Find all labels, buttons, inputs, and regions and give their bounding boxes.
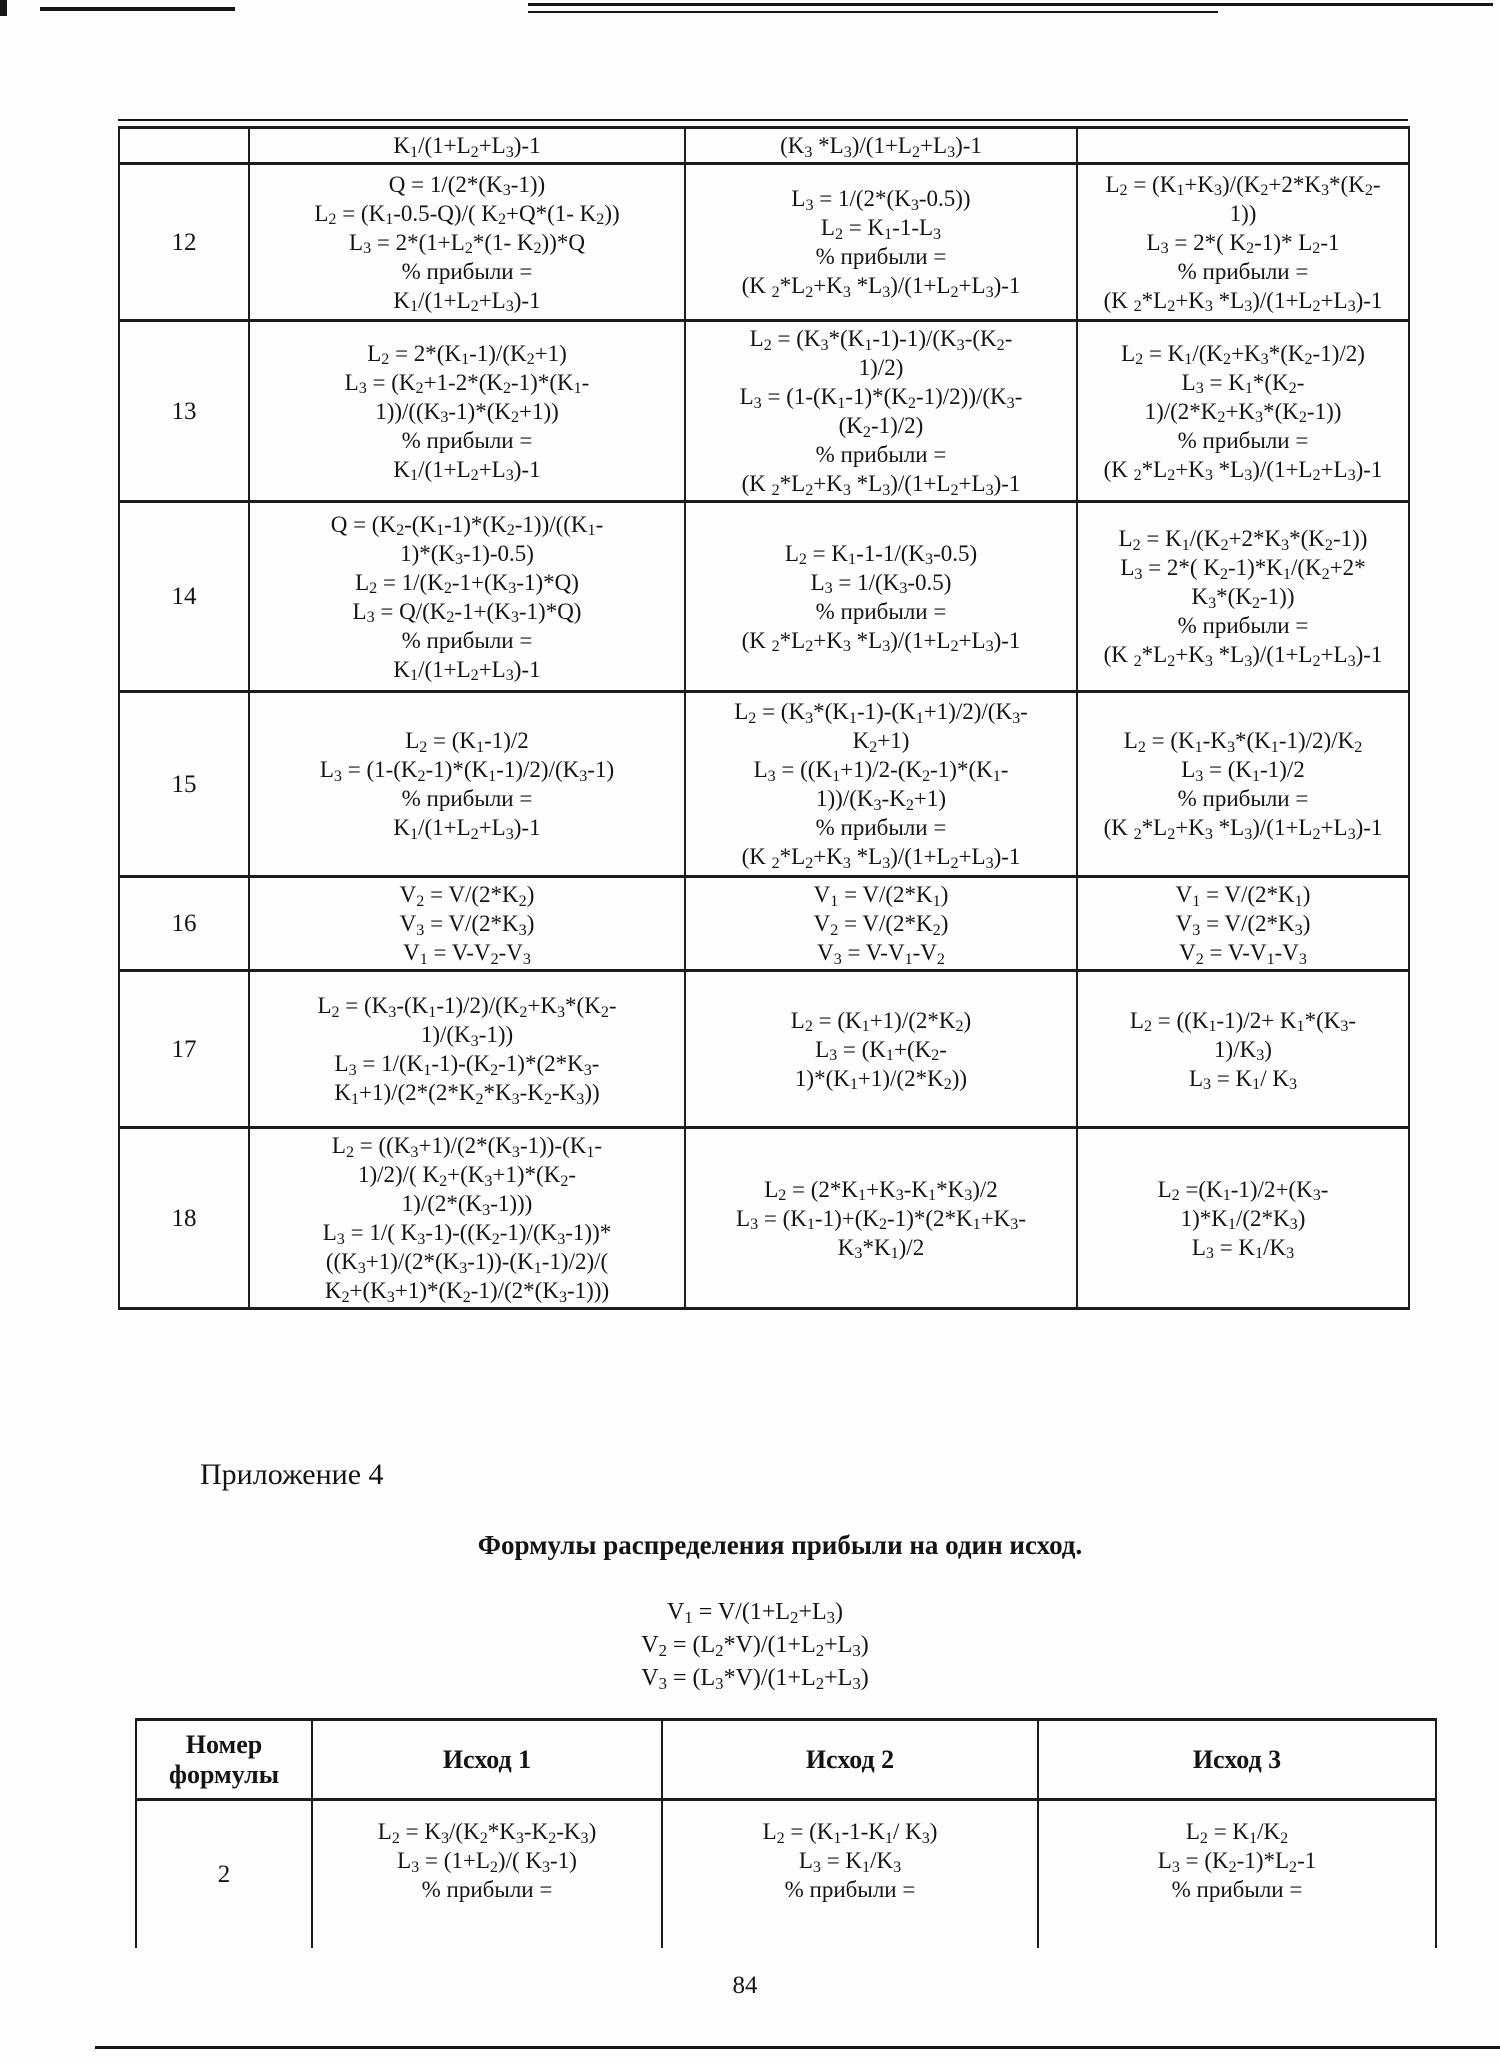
outcome1-formula-cell — [312, 1800, 662, 1948]
formula-line: (K $_2*L_2+K_3$ $*L_3)/(1+L_2+L_3)-1$ — [741, 471, 1021, 499]
formula-line: (K $_2*L_2+K_3$ $*L_3)/(1+L_2+L_3)-1$ — [741, 273, 1021, 301]
formula-line: (K $_2*L_2+K_3$ $*L_3)/(1+L_2+L_3)-1$ — [1103, 287, 1383, 316]
formula-line: $L_3 = 2*(1+L_2*(1-$ $K_2))*Q$ — [349, 229, 585, 258]
outcome3-formula-cell — [1077, 1128, 1409, 1309]
formula-line: $L_2 = (K_1-K_3*(K_1-1)/2)/K_2$ — [1123, 728, 1363, 756]
formula-line: $((K_3+1)/(2*(K_3-1))-(K_1-1)/2)/$( — [325, 1249, 609, 1277]
formula-line: $L_2 = (K_3-(K_1-1)/2)/(K_2+K_3*(K_2-$ — [317, 993, 617, 1021]
formula-line: (K $_2*L_2+K_3$ $*L_3)/(1+L_2+L_3)-1$ — [1103, 815, 1383, 843]
formula-line: % прибыли = — [815, 815, 947, 840]
table-row — [119, 1128, 1409, 1309]
scan-artifact-corner-mark — [0, 0, 7, 16]
formula-line: % прибыли = — [1177, 786, 1309, 811]
formula-v2: $V_2 = (L_2*V)/(1+L_2+L_3)$ — [641, 1632, 869, 1660]
formula-line: $L_3 = 1/(K_1-1)-(K_2-1)*(2*K_3-$ — [334, 1051, 600, 1079]
formula-line: $L_3 = 2*$( $K_2-1)*$ $L_2-1$ — [1146, 229, 1340, 258]
outcome2-formula-cell — [685, 692, 1077, 877]
formula-line: $L_2 = K_1/(K_2+K_3*(K_2-1)/2)$ — [1121, 340, 1365, 369]
formula-line: $1)*(K_3-1)-0.5$) — [400, 540, 534, 569]
outcome2-formula-cell — [685, 502, 1077, 692]
outcome1-formula-cell — [249, 321, 685, 502]
page-number: 84 — [732, 1972, 758, 1999]
formula-line: $V_3 = V/(2*K_3)$ — [1175, 911, 1311, 939]
formula-line: $L_3 = K_1/K_3$ — [798, 1848, 902, 1876]
formula-line: $L_3 = 1/(2*(K_3-0.5))$ — [791, 186, 971, 214]
formula-line: $L_2 = ((K_1-1)/2+ K_1*(K_3-$ — [1129, 1007, 1357, 1036]
formula-line: $K_3*(K_2-1)$) — [1191, 584, 1295, 612]
formula-line: $L_2 =(K_1-1)/2+(K_3-$ — [1157, 1176, 1329, 1205]
formula-line: $1)/(2*K_2+K_3*(K_2-1))$ — [1144, 398, 1342, 427]
table-row-continuation-header — [119, 128, 1409, 164]
formula-line: (K $_2*L_2+K_3$ $*L_3)/(1+L_2+L_3)-1$ — [1103, 456, 1383, 485]
outcome1-formula-cell — [249, 164, 685, 321]
profit-formula-table-outcomes — [135, 1718, 1437, 1948]
formula-line: % прибыли = — [421, 1877, 553, 1902]
formula-line: $K_2+1$) — [852, 728, 910, 756]
formula-line: $1)/(K_3-1)$) — [420, 1022, 514, 1050]
formula-line: 13 — [171, 397, 197, 425]
row-number-cell — [119, 1128, 249, 1309]
column-header-formula-cell — [685, 128, 1077, 164]
header-outcome-2: Исход 2 — [662, 1720, 1038, 1800]
outcome1-formula-cell — [249, 692, 685, 877]
formula-line: % прибыли = — [1177, 427, 1309, 453]
outcome2-formula-cell — [685, 164, 1077, 321]
header-outcome-3: Исход 3 — [1038, 1720, 1436, 1800]
formula-line: % прибыли = — [401, 786, 533, 811]
formula-line: $L_3 = (K_2+1-2*(K_2-1)*(K_1-$ — [344, 369, 590, 398]
formula-line: $L_3 = 1/(K_3-0.5)$ — [810, 569, 952, 598]
formula-line: $L_2 = (K_1+K_3)/(K_2+2*K_3*(K_2-$ — [1105, 171, 1381, 200]
formula-line: $L_2 = K_1-1-1/(K_3-0.5)$ — [784, 540, 978, 569]
table-header-row — [136, 1720, 1436, 1800]
formula-line: $K_1/(1+L_2+L_3)-1$ — [393, 287, 541, 316]
formula-line: $L_2 = (K_1-0.5-Q)/$( $K_2+Q*(1-$ $K_2$)) — [314, 200, 620, 229]
formula-line: $V_1 = V/(2*K_1)$ — [813, 882, 949, 910]
formula-line: 12 — [171, 228, 197, 256]
appendix-label: Приложение 4 — [200, 1458, 384, 1491]
formula-line: ($K_3$ $*L_3)/(1+L_2+L_3)-1$ — [780, 133, 982, 161]
scan-artifact-table-top-double-line — [118, 119, 1408, 121]
formula-line: $K_2+(K_3+1)*(K_2-1)/(2*(K_3-1))$) — [324, 1278, 610, 1306]
header-formula-number: Номер формулы — [136, 1720, 312, 1800]
formula-line: $1)*(K_1+1)/(2*K_2)$) — [794, 1065, 968, 1094]
table-row — [119, 877, 1409, 971]
formula-line: $L_2 = K_3/(K_2*K_3-K_2-K_3)$ — [377, 1819, 597, 1847]
row-number-cell — [119, 502, 249, 692]
row-number-cell — [119, 164, 249, 321]
formula-line: $L_2 = 2*(K_1-1)/(K_2+1)$ — [367, 340, 567, 369]
formula-line: $K_3*K_1)/2$ — [837, 1234, 925, 1263]
formula-line: $L_3 = ((K_1+1)/2-(K_2-1)*(K_1-$ — [753, 757, 1009, 785]
row-number-cell — [119, 321, 249, 502]
outcome3-formula-cell — [1077, 971, 1409, 1128]
formula-line: $Q = 1/(2*(K_3-1))$ — [388, 171, 546, 200]
distribution-formulas — [0, 1596, 1500, 1695]
formula-line: $L_2 = (K_3*(K_1-1)-1)/(K_3-(K_2-$ — [749, 326, 1013, 354]
formula-line: $1)/(2*(K_3-1))$) — [401, 1191, 533, 1219]
formula-line: $L_2 = K_1/(K_2+2*K_3*(K_2-1))$ — [1118, 526, 1368, 554]
formula-line: $L_3 = (1-(K_2-1)*(K_1-1)/2)/(K_3-1)$ — [319, 757, 615, 785]
column-header-formula-cell — [1077, 128, 1409, 164]
formula-line: $L_2 = K_1/K_2$ — [1185, 1819, 1289, 1847]
formula-line: $V_2 = V/(2*K_2)$ — [399, 882, 535, 910]
outcome3-formula-cell — [1077, 692, 1409, 877]
formula-line: $L_2 = (K_3*(K_1-1)-(K_1+1)/2)/(K_3-$ — [734, 699, 1028, 727]
formula-line: $L_2 = ((K_3+1)/(2*(K_3-1))-(K_1-$ — [331, 1133, 603, 1161]
formula-line: $K_1/(1+L_2+L_3)-1$ — [393, 456, 541, 485]
table-row — [119, 971, 1409, 1128]
outcome1-formula-cell — [249, 502, 685, 692]
formula-line: $1)*K_1/(2*K_3)$ — [1180, 1205, 1306, 1234]
column-header-formula-cell — [249, 128, 685, 164]
formula-line: $L_3 = (K_1-1)+(K_2-1)*(2*K_1+K_3-$ — [736, 1205, 1026, 1234]
formula-line: 17 — [171, 1035, 197, 1063]
formula-line: % прибыли = — [815, 442, 947, 467]
formula-line: $L_2 = (2*K_1+K_3-K_1*K_3)/2$ — [764, 1176, 998, 1205]
formula-line: % прибыли = — [401, 427, 533, 453]
formula-line: $L_3 = (1-(K_1-1)*(K_2-1)/2))/(K_3-$ — [739, 384, 1023, 412]
formula-v1: $V_1 = V/(1+L_2+L_3)$ — [666, 1599, 843, 1627]
outcome2-formula-cell — [685, 971, 1077, 1128]
scan-artifact-top-left-line — [40, 7, 235, 11]
formula-line: $V_1 = V-V_2-V_3$ — [403, 940, 531, 968]
formula-line: $V_2 = V-V_1-V_3$ — [1179, 940, 1307, 968]
formula-line: $L_3 = K_1/$ $K_3$ — [1188, 1065, 1298, 1094]
formula-line: 1)/2)/( $K_2+(K_3+1)*(K_2-$ — [357, 1162, 577, 1190]
formula-line: $L_3 = (K_2-1)*L_2-1$ — [1157, 1848, 1317, 1876]
row-number-cell — [119, 692, 249, 877]
formula-line: $L_3 = (1+L_2)/$( $K_3-1$) — [397, 1848, 577, 1876]
table-row — [119, 692, 1409, 877]
header-outcome-1: Исход 1 — [312, 1720, 662, 1800]
row-number-cell — [119, 971, 249, 1128]
formula-line: % прибыли = — [1177, 258, 1309, 284]
formula-line: % прибыли = — [815, 598, 947, 624]
formula-line: % прибыли = — [401, 258, 533, 284]
outcome1-formula-cell — [249, 877, 685, 971]
table-row — [136, 1800, 1436, 1948]
outcome3-formula-cell — [1077, 877, 1409, 971]
formula-line: $K_1/(1+L_2+L_3)-1$ — [393, 815, 541, 843]
formula-line: $L_3 = K_1/K_3$ — [1191, 1234, 1295, 1263]
formula-line: $L_3 = Q/(K_2-1+(K_3-1)*Q)$ — [352, 598, 582, 627]
formula-line: 16 — [171, 910, 197, 937]
formula-line: $V_3 = V/(2*K_3)$ — [399, 911, 535, 939]
formula-line: $K_1/(1+L_2+L_3)-1$ — [393, 656, 541, 685]
outcome3-formula-cell — [1077, 502, 1409, 692]
formula-line: $V_2 = V/(2*K_2)$ — [813, 911, 949, 939]
table-row — [119, 502, 1409, 692]
formula-line: (K $_2*L_2+K_3$ $*L_3)/(1+L_2+L_3)-1$ — [1103, 642, 1383, 670]
formula-line: (K $_2*L_2+K_3$ $*L_3)/(1+L_2+L_3)-1$ — [741, 627, 1021, 656]
formula-line: % прибыли = — [401, 627, 533, 653]
formula-line: 15 — [171, 770, 197, 798]
formula-line: $K_1+1)/(2*(2*K_2*K_3-K_2-K_3))$ — [334, 1080, 600, 1108]
outcome2-formula-cell — [685, 1128, 1077, 1309]
formula-line: $V_3 = V-V_1-V_2$ — [817, 940, 945, 968]
formula-line: $L_3 = (K_1+(K_2-$ — [815, 1036, 947, 1065]
outcome3-formula-cell — [1038, 1800, 1436, 1948]
section-title: Формулы распределения прибыли на один исход. — [477, 1530, 1083, 1560]
formula-line: (K $_2*L_2+K_3$ $*L_3)/(1+L_2+L_3)-1$ — [741, 844, 1021, 872]
formula-line: % прибыли = — [1177, 613, 1309, 638]
formula-line: 14 — [171, 583, 197, 610]
formula-line: 18 — [171, 1204, 197, 1232]
formula-line: $L_2 = (K_1-1)/2$ — [405, 728, 529, 756]
profit-formula-table-continued — [118, 126, 1410, 1310]
formula-line: $1))/(K_3-K_2+1)$ — [816, 786, 946, 814]
formula-line: $L_2 = (K_1-1-K_1/$ $K_3$) — [762, 1819, 938, 1847]
formula-line: $1))/((K_3-1)*(K_2+1))$ — [375, 398, 559, 427]
formula-line: 1)) — [1229, 200, 1257, 226]
formula-line: 1)/2) — [858, 355, 904, 380]
formula-line: % прибыли = — [784, 1877, 916, 1902]
table-row — [119, 321, 1409, 502]
formula-line: 2 — [217, 1860, 231, 1888]
formula-v3: $V_3 = (L_3*V)/(1+L_2+L_3)$ — [641, 1665, 869, 1693]
formula-line: % прибыли = — [815, 244, 947, 269]
outcome2-formula-cell — [685, 877, 1077, 971]
outcome2-formula-cell — [662, 1800, 1038, 1948]
outcome1-formula-cell — [249, 971, 685, 1128]
formula-line: $V_1 = V/(2*K_1)$ — [1175, 882, 1311, 910]
formula-line: % прибыли = — [1171, 1877, 1303, 1902]
row-number-cell — [119, 128, 249, 164]
formula-line: $(K_2-1)/2$) — [838, 413, 924, 441]
outcome2-formula-cell — [685, 321, 1077, 502]
formula-line: $L_3 = 1/$( $K_3-1)-((K_2-1)/(K_3-1))*$ — [322, 1220, 612, 1248]
scan-artifact-bottom-line — [95, 2046, 1500, 2049]
scan-artifact-top-right-line — [528, 3, 1493, 6]
formula-line: $L_2 = 1/(K_2-1+(K_3-1)*Q)$ — [355, 569, 579, 598]
outcome3-formula-cell — [1077, 164, 1409, 321]
formula-line: $1)/K_3$) — [1214, 1036, 1272, 1065]
formula-line: $Q = (K_2-(K_1-1)*(K_2-1))/((K_1-$ — [330, 511, 604, 540]
outcome3-formula-cell — [1077, 321, 1409, 502]
scan-artifact-top-right-line-2 — [528, 11, 1218, 13]
table-row — [119, 164, 1409, 321]
row-number-cell — [119, 877, 249, 971]
formula-line: $L_3 = K_1*(K_2-$ — [1181, 369, 1305, 398]
formula-line: $L_3 = 2*$( $K_2-1)*K_1/(K_2+2*$ — [1120, 555, 1366, 583]
formula-line: $K_1/(1+L_2+L_3)-1$ — [393, 133, 541, 161]
outcome1-formula-cell — [249, 1128, 685, 1309]
formula-line: $L_3 = (K_1-1)/2$ — [1181, 757, 1305, 785]
formula-line: $L_2 = (K_1+1)/(2*K_2)$ — [790, 1007, 972, 1036]
row-number-cell — [136, 1800, 312, 1948]
formula-line: $L_2 = K_1-1-L_3$ — [820, 215, 942, 243]
